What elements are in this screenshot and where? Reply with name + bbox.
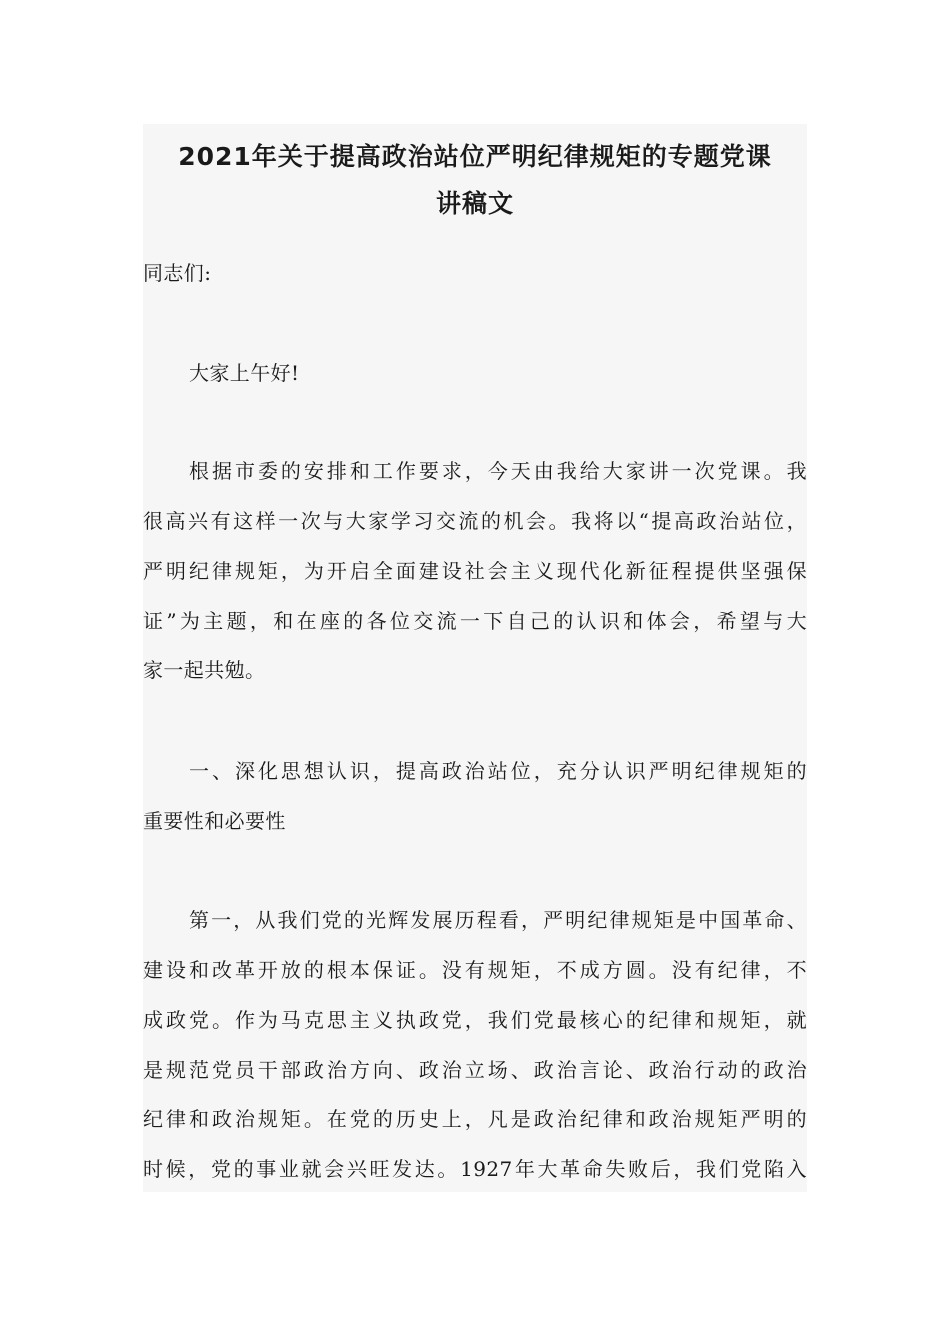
intro-line-2: 很高兴有这样一次与大家学习交流的机会。我将以“提高政治站位， [143,509,807,533]
point1-line-4: 是规范党员干部政治方向、政治立场、政治言论、政治行动的政治 [143,1058,807,1082]
point1-line-5: 纪律和政治规矩。在党的历史上，凡是政治纪律和政治规矩严明的 [143,1107,807,1131]
intro-line-1: 根据市委的安排和工作要求，今天由我给大家讲一次党课。我 [189,459,807,483]
point1-line-6: 时候，党的事业就会兴旺发达。1927年大革命失败后，我们党陷入 [143,1157,807,1181]
point1-line-1: 第一，从我们党的光辉发展历程看，严明纪律规矩是中国革命、 [189,908,807,932]
document-page [143,124,807,1192]
intro-line-5: 家一起共勉。 [143,658,266,682]
section-heading-line-1: 一、深化思想认识，提高政治站位，充分认识严明纪律规矩的 [189,759,807,783]
intro-line-3: 严明纪律规矩，为开启全面建设社会主义现代化新征程提供坚强保 [143,559,807,583]
document-title-line-2: 讲稿文 [435,189,514,218]
document-title-line-1: 2021年关于提高政治站位严明纪律规矩的专题党课 [178,142,772,171]
section-heading-line-2: 重要性和必要性 [143,809,286,833]
salutation: 同志们: [143,261,212,285]
intro-line-4: 证”为主题，和在座的各位交流一下自己的认识和体会，希望与大 [143,609,807,633]
point1-line-2: 建设和改革开放的根本保证。没有规矩，不成方圆。没有纪律，不 [143,958,807,982]
greeting: 大家上午好! [189,361,300,385]
point1-line-3: 成政党。作为马克思主义执政党，我们党最核心的纪律和规矩，就 [143,1008,807,1032]
